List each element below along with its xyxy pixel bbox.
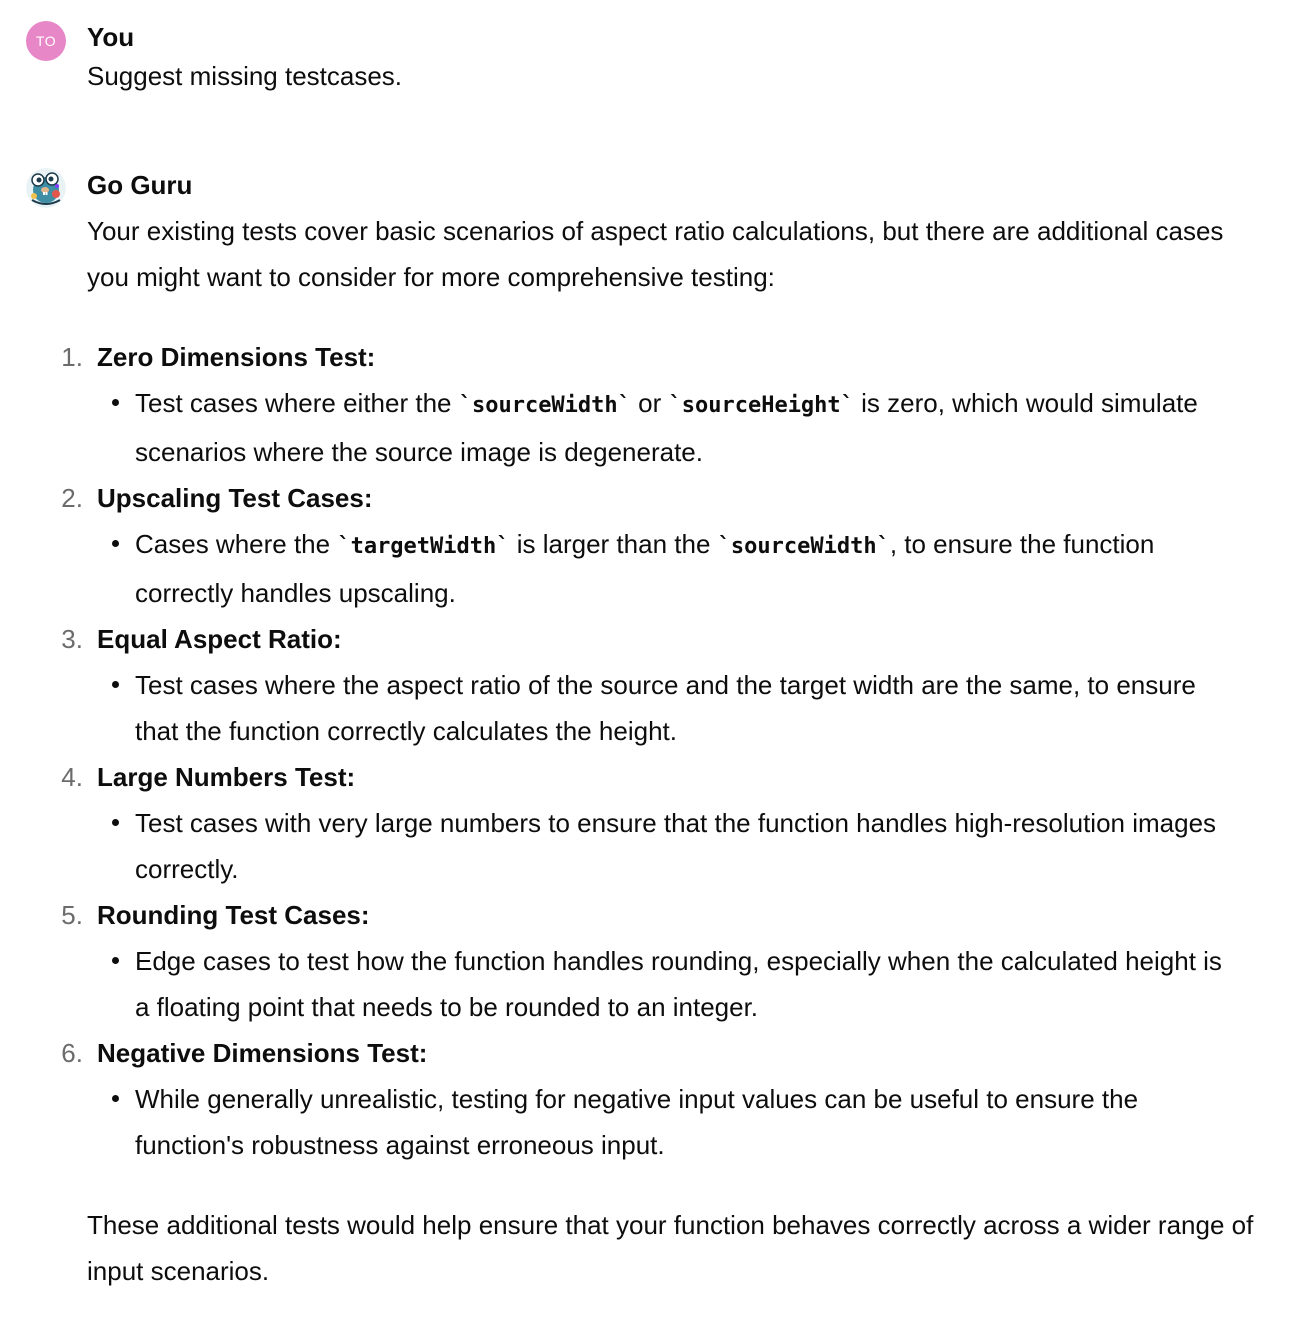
bullet-list — [97, 662, 1231, 754]
suggestion-title: Large Numbers Test: — [97, 762, 356, 792]
user-message-text: Suggest missing testcases. — [87, 61, 403, 91]
text-segment: Test cases where the aspect ratio of the source and the target width are the same, to ensure that the function correctly calculates the height. — [135, 670, 1196, 746]
bullet-item — [135, 380, 1231, 475]
bullet-dot-icon — [112, 681, 119, 688]
bullet-dot-icon — [112, 819, 119, 826]
suggestion-title: Zero Dimensions Test: — [97, 342, 376, 372]
go-gopher-avatar-icon — [26, 168, 66, 208]
bullet-item — [135, 521, 1231, 616]
bullet-dot-icon — [112, 399, 119, 406]
suggestion-item — [61, 892, 1231, 1030]
text-segment: or — [630, 388, 669, 418]
user-author-name: You — [87, 22, 135, 52]
suggestion-title: Equal Aspect Ratio: — [97, 624, 342, 654]
bullet-list — [97, 800, 1231, 892]
text-segment: is zero, which would simulate scenarios where the source image is degenerate. — [135, 388, 1198, 467]
suggestion-item — [61, 754, 1231, 892]
assistant-author-name: Go Guru — [87, 170, 193, 200]
suggestion-item — [61, 1030, 1231, 1168]
bullet-item — [135, 662, 1231, 754]
list-number: 4 . — [61, 754, 83, 800]
suggestion-item — [61, 334, 1231, 475]
list-number: 5 . — [61, 892, 83, 938]
bullet-dot-icon — [112, 1095, 119, 1102]
suggestion-title: Rounding Test Cases: — [97, 900, 370, 930]
suggestion-item — [61, 616, 1231, 754]
assistant-intro: Your existing tests cover basic scenarios of aspect ratio calculations, but there are additional cases you might want to consider for more comprehensive testing: — [87, 216, 1224, 292]
inline-code: `sourceWidth` — [458, 393, 631, 418]
text-segment: Edge cases to test how the function handles rounding, especially when the calculated height is a floating point that needs to be rounded to an integer. — [135, 946, 1222, 1022]
suggestion-title: Negative Dimensions Test: — [97, 1038, 428, 1068]
suggestion-item — [61, 475, 1231, 616]
inline-code: `sourceWidth` — [717, 534, 890, 559]
bullet-item — [135, 1076, 1231, 1168]
text-segment: Test cases with very large numbers to ensure that the function handles high-resolution images correctly. — [135, 808, 1217, 884]
list-number: 6 . — [61, 1030, 83, 1076]
list-number: 1 . — [61, 334, 83, 380]
bullet-item — [135, 938, 1231, 1030]
inline-code: `targetWidth` — [337, 534, 510, 559]
assistant-message-body — [61, 208, 1257, 1294]
list-number: 3 . — [61, 616, 83, 662]
bullet-dot-icon — [112, 957, 119, 964]
assistant-outro: These additional tests would help ensure that your function behaves correctly across a wider range of input scenarios. — [87, 1210, 1254, 1286]
bullet-list — [97, 938, 1231, 1030]
suggestion-list — [61, 334, 1231, 1168]
list-number: 2 . — [61, 475, 83, 521]
inline-code: `sourceHeight` — [668, 393, 854, 418]
bullet-dot-icon — [112, 540, 119, 547]
bullet-list — [97, 380, 1231, 475]
text-segment: Cases where the — [135, 529, 338, 559]
bullet-item — [135, 800, 1231, 892]
text-segment: , to ensure the function correctly handles upscaling. — [135, 529, 1155, 608]
suggestion-title: Upscaling Test Cases: — [97, 483, 373, 513]
user-avatar: TO — [26, 21, 66, 61]
text-segment: is larger than the — [509, 529, 718, 559]
text-segment: While generally unrealistic, testing for negative input values can be useful to ensure the function's robustness against erroneous input. — [135, 1084, 1139, 1160]
bullet-list — [97, 521, 1231, 616]
bullet-list — [97, 1076, 1231, 1168]
text-segment: Test cases where either the — [135, 388, 459, 418]
